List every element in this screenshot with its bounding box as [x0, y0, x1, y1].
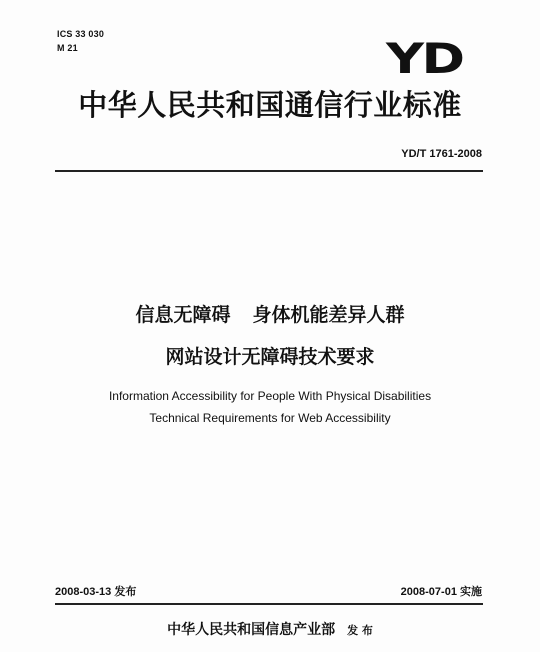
header-divider: [55, 170, 483, 172]
title-zh-part2: 身体机能差异人群: [252, 304, 405, 326]
issuer-name: 中华人民共和国信息产业部: [167, 622, 336, 638]
standard-category-title: 中华人民共和国通信行业标准: [78, 88, 462, 122]
implementation-date: 2008-07-01 实施: [400, 586, 482, 598]
yd-logo: YD: [386, 34, 463, 83]
document-title-zh-line1: [0, 303, 540, 327]
ccs-code: M 21: [57, 43, 78, 53]
document-title-en-line1: Information Accessibility for People With Physical Disabilities: [108, 389, 432, 403]
title-zh-part1: 信息无障碍: [135, 304, 231, 326]
classification-codes: [57, 27, 104, 55]
issue-date: 2008-03-13 发布: [55, 586, 137, 598]
standard-number: YD/T 1761-2008: [401, 148, 482, 160]
footer-divider: [55, 603, 483, 605]
document-title-en-line2: Technical Requirements for Web Accessibility: [149, 411, 391, 425]
ics-code: ICS 33 030: [57, 29, 105, 39]
issuing-authority: [0, 621, 540, 640]
issuer-suffix: 发 布: [347, 624, 373, 637]
document-title-zh-line2: 网站设计无障碍技术要求: [165, 346, 375, 368]
